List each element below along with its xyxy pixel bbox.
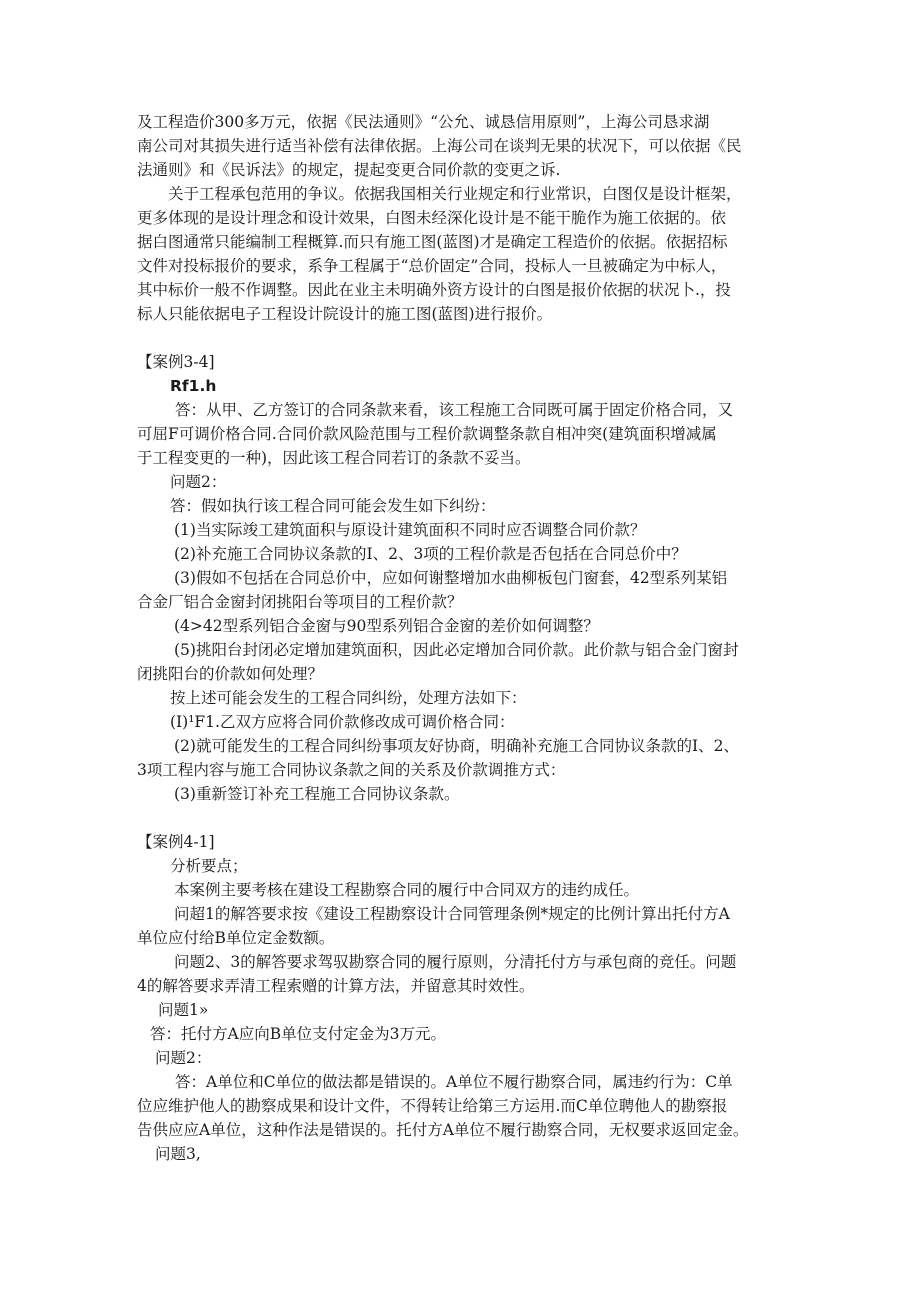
text-line: 答：托付方A应向B单位支付定金为3万元。 xyxy=(150,1025,446,1043)
question-label: 问题2： xyxy=(170,473,227,491)
list-item: (4>42型系列铝合金窗与90型系列铝合金窗的差价如何调整？ xyxy=(174,617,599,635)
text-line: 南公司对其损失进行适当补偿有法律依据。上海公司在谈判无果的状况下，可以依据《民 xyxy=(137,137,742,155)
case-heading: 【案例4-1] xyxy=(137,833,215,851)
case-heading: 【案例3-4] xyxy=(137,353,215,371)
section-label: 分析要点； xyxy=(170,857,248,875)
text-line: 于工程变更的一种)，因此该工程合同若订的条款不妥当。 xyxy=(137,449,531,467)
text-line: 其中标价一般不作调整。因此在业主未明确外资方设计的白图是报价依据的状况卜.，投 xyxy=(137,281,731,299)
text-line: 4的解答要求弄清工程索赠的计算方法，并留意其时效性。 xyxy=(137,977,535,995)
text-line: 法通则》和《民诉法》的规定，提起变更合同价款的变更之诉. xyxy=(137,161,561,179)
question-label: 问题2： xyxy=(155,1049,212,1067)
list-item: (2)就可能发生的工程合同纠纷事项友好协商，明确补充施工合同协议条款的I、2、 xyxy=(174,737,739,755)
text-line: 问超1的解答要求按《建设工程勘察设计合同管理条例*规定的比例计算出托付方A xyxy=(174,905,730,923)
text-line: 问题2、3的解答要求驾驭勘察合同的履行原则，分清托付方与承包商的竞任。问题 xyxy=(174,953,737,971)
text-line: 标人只能依据电子工程设计院设计的施工图(蓝图)进行报价。 xyxy=(137,305,553,323)
text-line: 及工程造价300多万元，依据《民法通则》“公允、诚恳信用原则”，上海公司恳求湖 xyxy=(137,113,710,131)
text-line: 答：A单位和C单位的做法都是错误的。A单位不履行勘察合同，属违约行为：C单 xyxy=(175,1073,733,1091)
list-item: (3)假如不包括在合同总价中，应如何谢整增加水曲柳板包门窗套，42型系列某铝 xyxy=(174,569,728,587)
list-item: (I)¹F1.乙双方应将合同价款修改成可调价格合同： xyxy=(170,713,515,731)
text-line: 答：假如执行该工程合同可能会发生如下纠纷： xyxy=(170,497,496,515)
question-label: Rf1.h xyxy=(170,377,217,395)
list-item: (3)重新签订补充工程施工合同协议条款。 xyxy=(174,785,460,803)
text-line: 告供应应A单位，这种作法是错误的。托付方A单位不履行勘察合同，无权要求返回定金。 xyxy=(137,1121,749,1139)
list-item: (2)补充施工合同协议条款的I、2、3项的工程价款是否包括在合同总价中？ xyxy=(174,545,687,563)
list-item: (1)当实际竣工建筑面积与原设计建筑面积不同时应否调整合同价款？ xyxy=(174,521,646,539)
text-line: 按上述可能会发生的工程合同纠纷，处理方法如下： xyxy=(170,689,527,707)
list-item: 闭挑阳台的价款如何处理？ xyxy=(137,665,324,683)
text-line: 单位应付给B单位定金数额。 xyxy=(137,929,335,947)
text-line: 本案例主要考核在建设工程勘察合同的履行中合同双方的违约成任。 xyxy=(174,881,640,899)
text-line: 文件对投标报价的要求，系争工程属于“总价固定”合同，投标人一旦被确定为中标人， xyxy=(137,257,727,275)
question-label: 问题3, xyxy=(155,1145,201,1163)
text-line: 答：从甲、乙方签订的合同条款来看，该工程施工合同既可属于固定价格合同，又 xyxy=(175,401,734,419)
text-line: 位应维护他人的勘察成果和设计文件，不得转让给第三方运用.而C单位聘他人的勘察报 xyxy=(137,1097,728,1115)
text-line: 关于工程承包范用的争议。依据我国相关行业规定和行业常识，白图仅是设计框架， xyxy=(168,185,742,203)
text-line: 据白图通常只能编制工程概算.而只有施工图(蓝图)才是确定工程造价的依据。依据招标 xyxy=(137,233,728,251)
list-item: 合金厂铝合金窗封闭挑阳台等项目的工程价款？ xyxy=(137,593,463,611)
text-line: 更多体现的是设计理念和设计效果，白图未经深化设计是不能干脆作为施工依据的。依 xyxy=(137,209,727,227)
question-label: 问题1» xyxy=(158,1001,209,1019)
list-item: (5)挑阳台封闭必定增加建筑面积，因此必定增加合同价款。此价款与铝合金门窗封 xyxy=(174,641,739,659)
list-item: 3项工程内容与施工合同协议条款之间的关系及价款调推方式： xyxy=(137,761,566,779)
text-line: 可屈F可调价格合同.合同价款风险范围与工程价款调整条款自相冲突(建筑面积增减属 xyxy=(137,425,717,443)
